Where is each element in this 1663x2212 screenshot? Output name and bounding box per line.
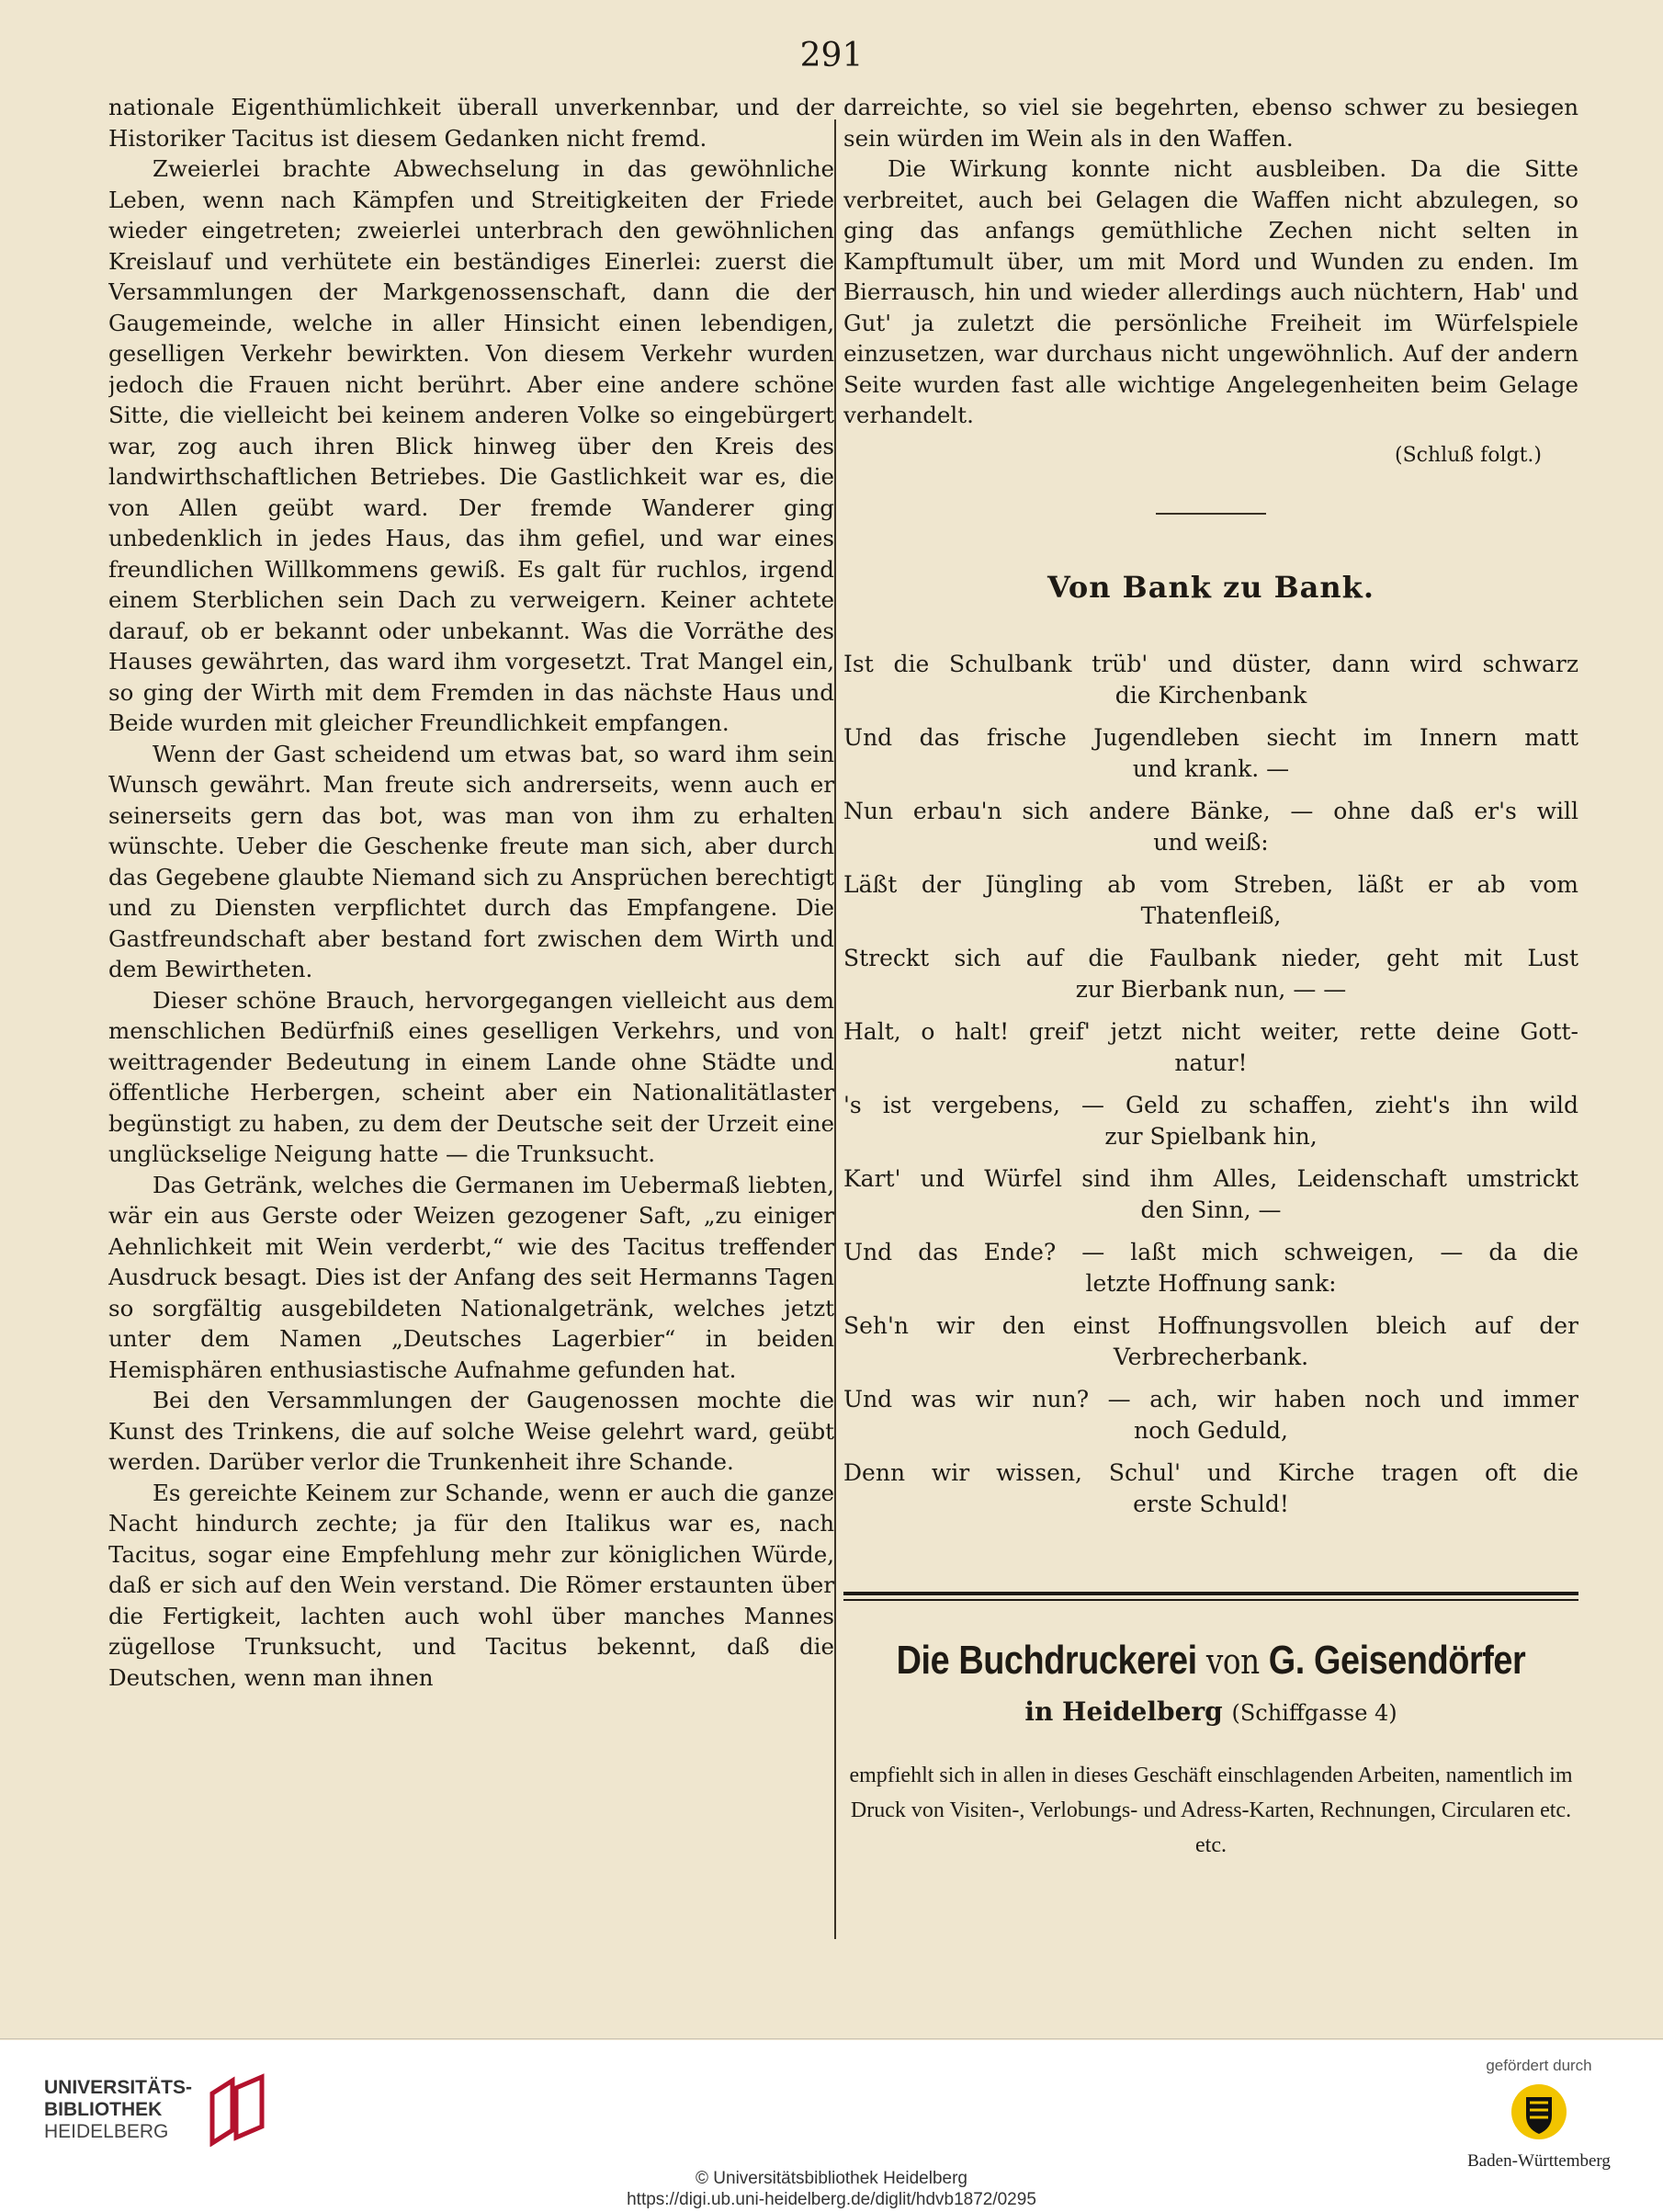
- poem: [843, 649, 1578, 1520]
- permalink[interactable]: https://digi.ub.uni-heidelberg.de/diglit/hdvb1872/0295: [627, 2190, 1036, 2209]
- left-column: [108, 92, 834, 1976]
- paragraph: Dieser schöne Brauch, hervorgegangen vielleicht aus dem menschlichen Bedürfniß eines geselligen Verkehrs, und von weittragender Bedeutung in einem Lande ohne Städte und öffentliche Herbergen, scheint aber ein Nationalitätlaster begünstigt zu haben, zu dem der Deutsche seit der Urzeit eine unglückselige Neigung hatte — die Trunksucht.: [108, 986, 834, 1167]
- sponsor-name: Baden-Württemberg: [1467, 2151, 1611, 2171]
- poem-line: Läßt der Jüngling ab vom Streben, läßt er ab vom Thatenfleiß,: [843, 870, 1578, 929]
- poem-line: Kart' und Würfel sind ihm Alles, Leidenschaft umstrickt den Sinn, —: [843, 1164, 1578, 1223]
- paragraph: Wenn der Gast scheidend um etwas bat, so ward ihm sein Wunsch gewährt. Man freute sich andrerseits, wenn auch er seinerseits gern das bot, was man von ihm zu erhalten wünschte. Ueber die Geschenke freute man sich, aber durch das Gegebene glaubte Niemand sich zu Ansprüchen berechtigt und zu Diensten verpflichtet durch das Empfangene. Die Gastfreundschaft aber bestand fort zwischen dem Wirth und dem Bewirtheten.: [108, 740, 834, 982]
- poem-line: Streckt sich auf die Faulbank nieder, geht mit Lust zur Bierbank nun, — —: [843, 944, 1578, 1003]
- advertisement-divider: [843, 1592, 1578, 1601]
- sponsor: [1452, 2057, 1626, 2172]
- footer-divider: [0, 2038, 1663, 2039]
- right-column: [843, 92, 1578, 1976]
- poem-line: Seh'n wir den einst Hoffnungsvollen bleich auf der Verbrecherbank.: [843, 1311, 1578, 1370]
- paragraph: nationale Eigenthümlichkeit überall unverkennbar, und der Historiker Tacitus ist diesem Gedanken nicht fremd.: [108, 94, 834, 152]
- poem-title: Von Bank zu Bank.: [1047, 569, 1375, 605]
- paragraph: Das Getränk, welches die Germanen im Uebermaß liebten, wär ein aus Gerste oder Weizen gezogener Saft, „zu einiger Aehnlichkeit mit Wein verderbt,“ wie des Tacitus treffender Ausdruck besagt. Dies ist der Anfang des seit Hermanns Tagen so sorgfältig ausgebildeten Nationalgetränk, welches jetzt unter dem Namen „Deutsches Lagerbier“ in beiden Hemisphären enthusiastische Aufnahme gefunden hat.: [108, 1171, 834, 1383]
- footer: [0, 2040, 1663, 2212]
- poem-line: Und das frische Jugendleben siecht im Innern matt und krank. —: [843, 723, 1578, 782]
- section-divider: [1156, 513, 1266, 515]
- library-emblem-icon: [205, 2073, 269, 2147]
- advertisement: [843, 1638, 1578, 1863]
- column-divider: [834, 119, 836, 1939]
- sponsor-label: gefördert durch: [1486, 2057, 1592, 2074]
- poem-line: Und was wir nun? — ach, wir haben noch und immer noch Geduld,: [843, 1385, 1578, 1444]
- poem-line: Denn wir wissen, Schul' und Kirche tragen oft die erste Schuld!: [843, 1458, 1578, 1517]
- poem-line: 's ist vergebens, — Geld zu schaffen, zieht's ihn wild zur Spielbank hin,: [843, 1091, 1578, 1150]
- poem-line: Ist die Schulbank trüb' und düster, dann wird schwarz die Kirchenbank: [843, 650, 1578, 709]
- copyright-notice: © Universitätsbibliothek Heidelberg: [696, 2169, 967, 2188]
- poem-line: Halt, o halt! greif' jetzt nicht weiter, rette deine Gott- natur!: [843, 1017, 1578, 1076]
- state-coat-of-arms-icon: [1510, 2082, 1568, 2141]
- paragraph: Bei den Versammlungen der Gaugenossen mochte die Kunst des Trinkens, die auf solche Weise gelehrt ward, geübt werden. Darüber verlor die Trunkenheit ihre Schande.: [108, 1387, 834, 1475]
- paragraph: Zweierlei brachte Abwechselung in das gewöhnliche Leben, wenn nach Kämpfen und Streitigkeiten der Friede wieder eingetreten; zweierlei unterbrach den gewöhnlichen Kreislauf und verhütete ein beständiges Einerlei: zuerst die Versammlungen der Markgenossenschaft, dann die der Gaugemeinde, welche in aller Hinsicht einen lebendigen, geselligen Verkehr bewirkten. Von diesem Verkehr wurden jedoch die Frauen nicht berührt. Aber eine andere schöne Sitte, die vielleicht bei keinem anderen Volke so eingebürgert war, zog auch ihren Blick hinweg über den Kreis des landwirthschaftlichen Betriebes. Die Gastlichkeit war es, die von Allen geübt ward. Der fremde Wanderer ging unbedenklich in jedes Haus, das ihm gefiel, und war eines freundlichen Willkommens gewiß. Es galt für ruchlos, irgend einem Sterblichen sein Dach zu verweigern. Keiner achtete darauf, ob er bekannt oder unbekannt. Was die Vorräthe des Hauses gewährten, das ward ihm vorgesetzt. Trat Mangel ein, so ging der Wirth mit dem Fremden in das nächste Haus und Beide wurden mit gleicher Freundlichkeit empfangen.: [108, 155, 834, 736]
- to-be-continued-note: (Schluß folgt.): [1395, 443, 1542, 467]
- advertisement-location: in Heidelberg (Schiffgasse 4): [1024, 1696, 1397, 1727]
- poem-line: Und das Ende? — laßt mich schweigen, — da die letzte Hoffnung sank:: [843, 1238, 1578, 1297]
- paragraph: Die Wirkung konnte nicht ausbleiben. Da die Sitte verbreitet, auch bei Gelagen die Waffen nicht abzulegen, so ging das anfangs gemüthliche Zechen nicht selten in Kampftumult über, um mit Mord und Wunden zu enden. Im Bierrausch, hin und wieder allerdings auch nüchtern, Hab' und Gut' ja zuletzt die persönliche Freiheit im Würfelspiele einzusetzen, war durchaus nicht ungewöhnlich. Auf der andern Seite wurden fast alle wichtige Angelegenheiten beim Gelage verhandelt.: [843, 155, 1578, 428]
- paragraph-continuation: darreichte, so viel sie begehrten, ebenso schwer zu besiegen sein würden im Wein als in den Waffen.: [843, 94, 1578, 152]
- advertisement-address: (Schiffgasse 4): [1231, 1699, 1397, 1726]
- poem-line: Nun erbau'n sich andere Bänke, — ohne daß er's will und weiß:: [843, 797, 1578, 856]
- library-name: UNIVERSITÄTS- BIBLIOTHEK HEIDELBERG: [44, 2077, 193, 2142]
- advertisement-title: Die Buchdruckerei von G. Geisendörfer: [896, 1637, 1526, 1683]
- library-logo[interactable]: [44, 2073, 269, 2147]
- page-number: 291: [799, 37, 864, 74]
- paragraph: Es gereichte Keinem zur Schande, wenn er auch die ganze Nacht hindurch zechte; ja für den Italikus war es, nach Tacitus, sogar eine Empfehlung mehr zur königlichen Würde, daß er sich auf den Wein verstand. Die Römer erstaunten über die Fertigkeit, lachten auch wohl über manches Mannes zügellose Trunksucht, und Tacitus bekennt, daß die Deutschen, wenn man ihnen: [108, 1479, 834, 1691]
- advertisement-body: empfiehlt sich in allen in dieses Geschäft einschlagenden Arbeiten, namentlich im Druck von Visiten-, Verlobungs- und Adress-Karten, Rechnungen, Circularen etc. etc.: [849, 1763, 1573, 1857]
